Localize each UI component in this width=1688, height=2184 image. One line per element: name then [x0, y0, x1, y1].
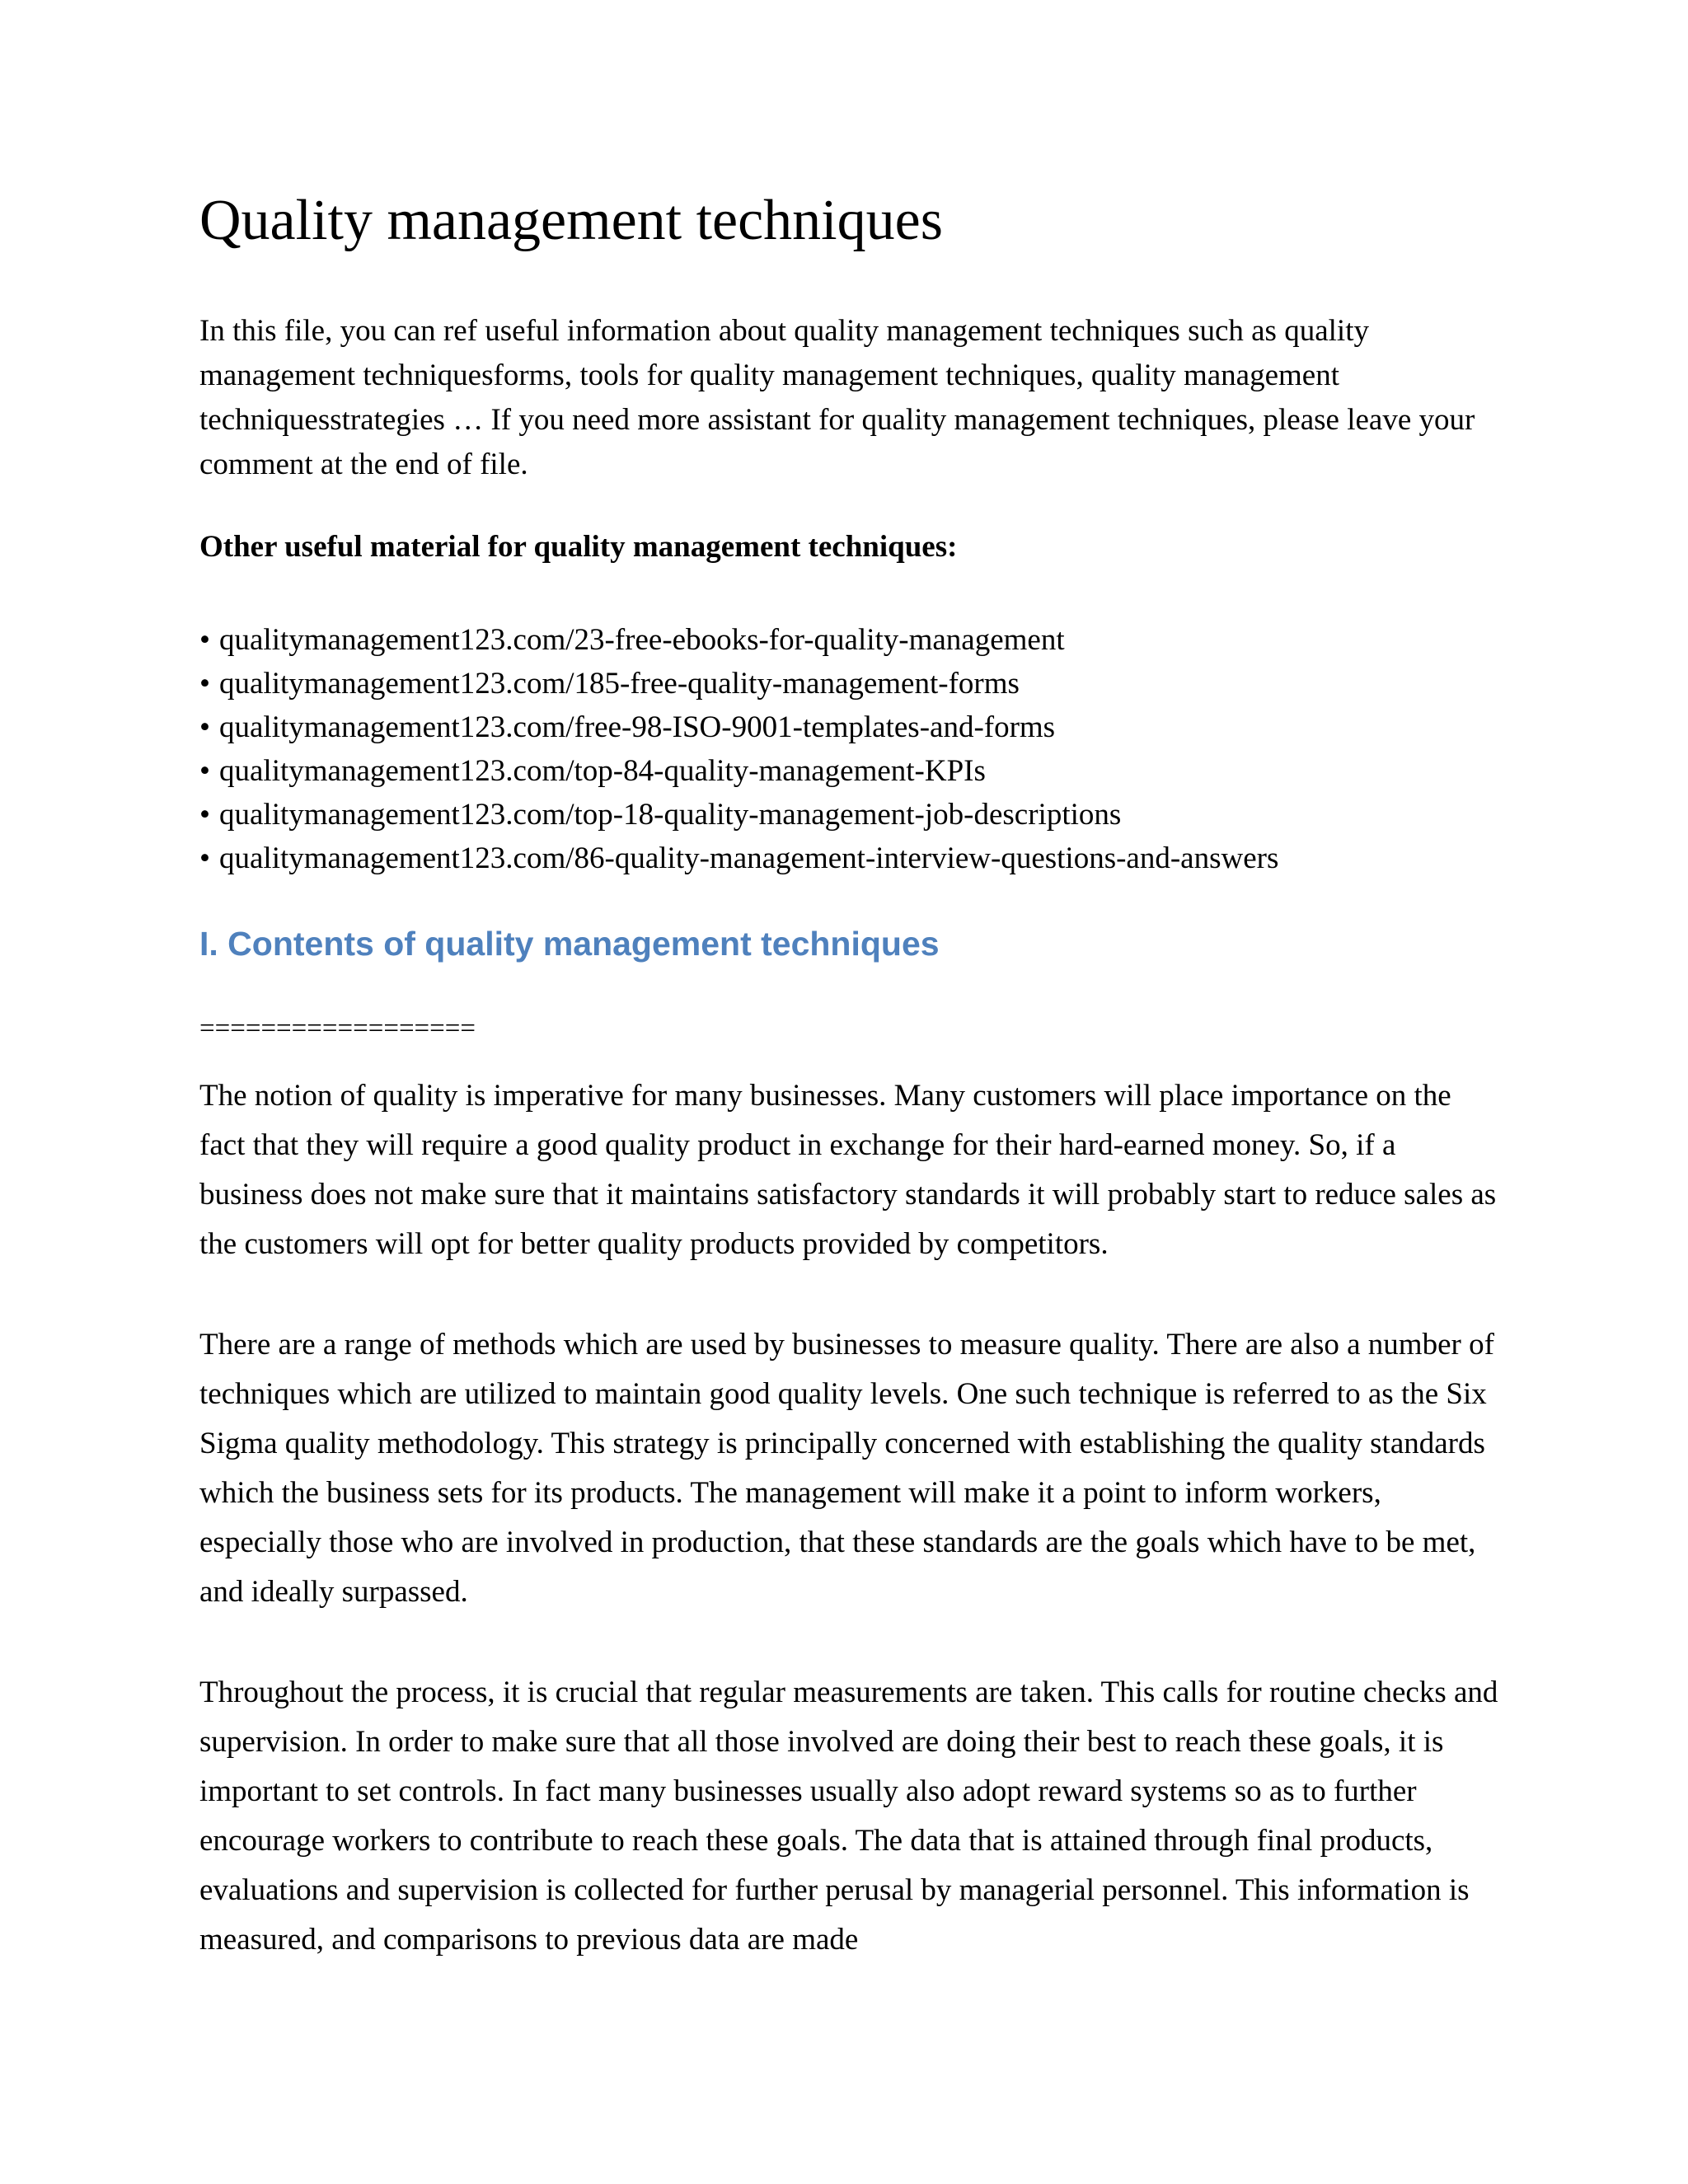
- bullet-icon: •: [199, 667, 210, 701]
- material-link[interactable]: qualitymanagement123.com/top-84-quality-management-KPIs: [219, 754, 986, 788]
- list-item: [199, 793, 1278, 837]
- list-item: [199, 749, 1278, 793]
- list-item: [199, 705, 1278, 749]
- list-item: [199, 837, 1278, 880]
- bullet-icon: •: [199, 710, 210, 744]
- section-heading: I. Contents of quality management techniques: [199, 925, 940, 963]
- body-paragraph: The notion of quality is imperative for many businesses. Many customers will place importance on the fact that they will require a good quality product in exchange for their hard-earned money. So, if a business does not make sure that it maintains satisfactory standards it will probably start to reduce sales as the customers will opt for better quality products provided by competitors.: [199, 1079, 1497, 1261]
- intro-paragraph: In this file, you can ref useful information about quality management techniques such as quality management techniquesforms, tools for quality management techniques, quality management techniquesstrategies … If you need more assistant for quality management techniques, please leave your comment at the end of file.: [199, 314, 1475, 481]
- list-item: [199, 662, 1278, 705]
- bullet-icon: •: [199, 754, 210, 788]
- material-link-list: [199, 618, 1278, 880]
- material-link[interactable]: qualitymanagement123.com/23-free-ebooks-for-quality-management: [219, 623, 1065, 657]
- list-item: [199, 618, 1278, 662]
- bullet-icon: •: [199, 798, 210, 832]
- material-heading: Other useful material for quality management techniques:: [199, 530, 958, 564]
- separator-line: ==================: [199, 1014, 476, 1043]
- material-link[interactable]: qualitymanagement123.com/top-18-quality-management-job-descriptions: [219, 798, 1122, 832]
- bullet-icon: •: [199, 841, 210, 875]
- body-paragraph: There are a range of methods which are used by businesses to measure quality. There are also a number of techniques which are utilized to maintain good quality levels. One such technique is referred to as the Six Sigma quality methodology. This strategy is principally concerned with establishing the quality standards which the business sets for its products. The management will make it a point to inform workers, especially those who are involved in production, that these standards are the goals which have to be met, and ideally surpassed.: [199, 1328, 1494, 1609]
- material-link[interactable]: qualitymanagement123.com/86-quality-management-interview-questions-and-answers: [219, 841, 1279, 875]
- body-paragraph: Throughout the process, it is crucial that regular measurements are taken. This calls for routine checks and supervision. In order to make sure that all those involved are doing their best to reach these goals, it is important to set controls. In fact many businesses usually also adopt reward systems so as to further encourage workers to contribute to reach these goals. The data that is attained through final products, evaluations and supervision is collected for further perusal by managerial personnel. This information is measured, and comparisons to previous data are made: [199, 1675, 1498, 1957]
- material-link[interactable]: qualitymanagement123.com/free-98-ISO-9001-templates-and-forms: [219, 710, 1056, 744]
- bullet-icon: •: [199, 623, 210, 657]
- material-link[interactable]: qualitymanagement123.com/185-free-quality-management-forms: [219, 667, 1020, 701]
- document-title: Quality management techniques: [199, 189, 943, 252]
